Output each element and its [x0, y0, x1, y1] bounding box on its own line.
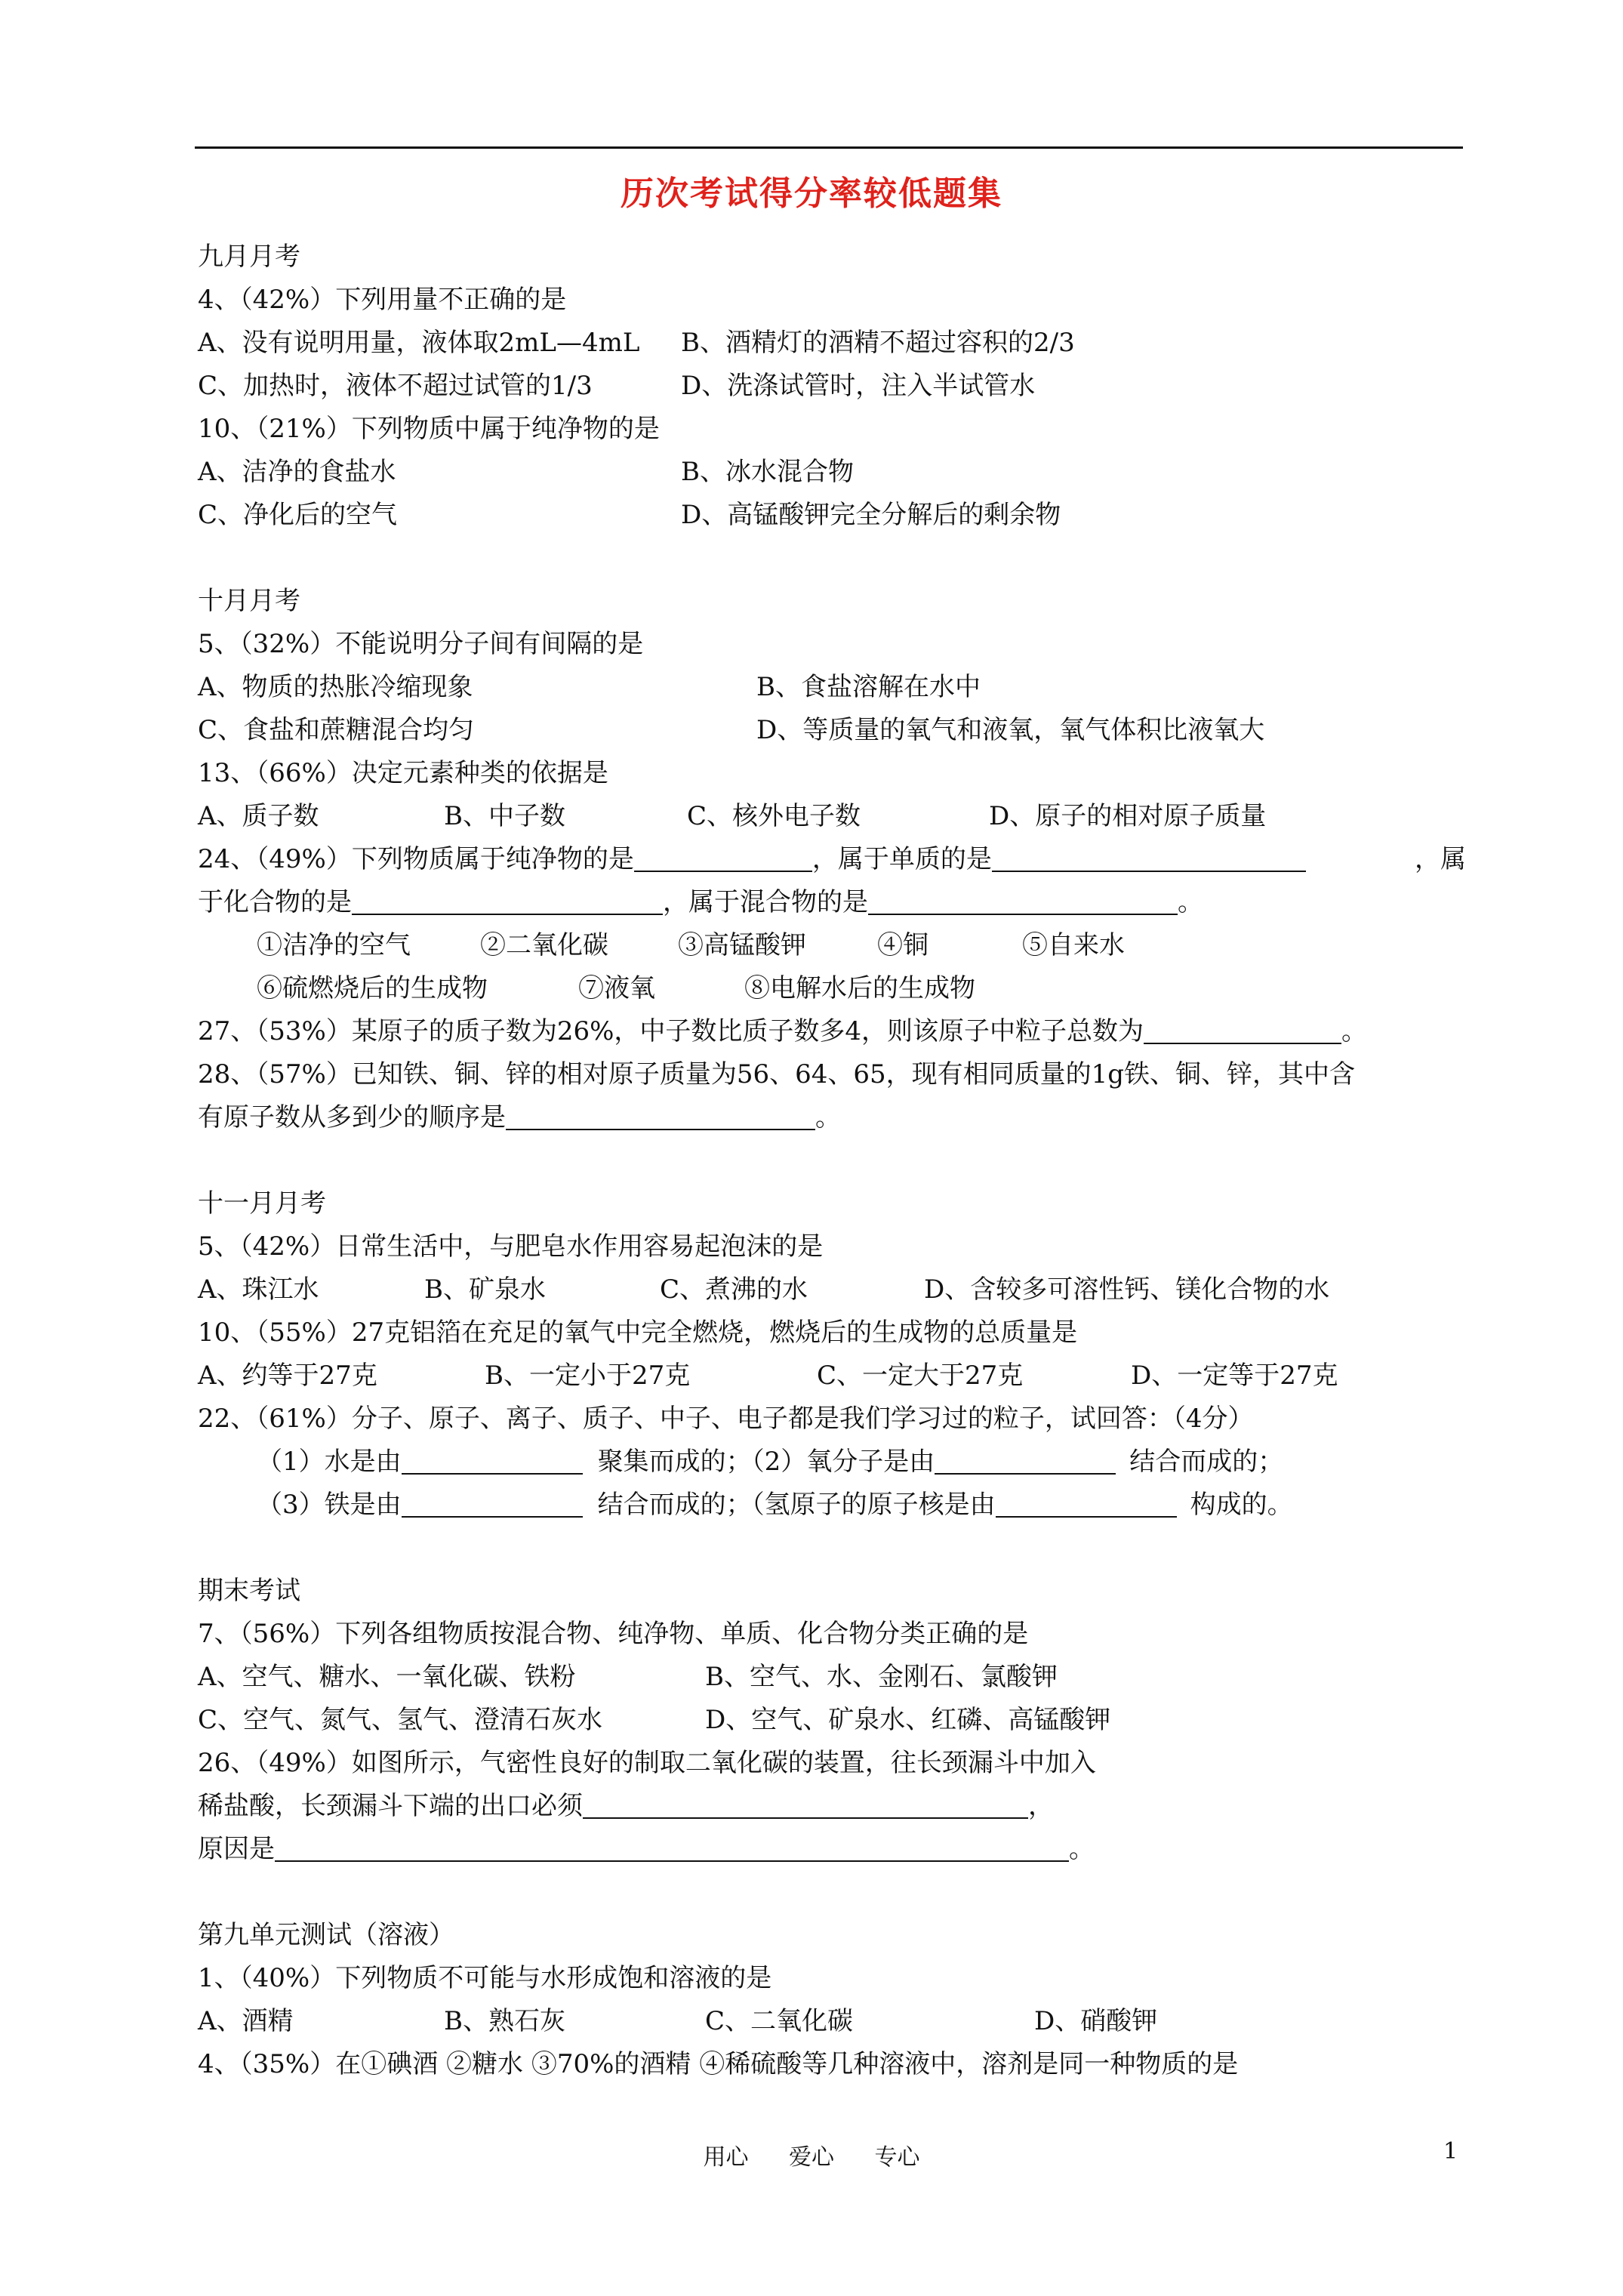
- option: D、一定等于27克: [1131, 1361, 1338, 1391]
- answer-blank[interactable]: [506, 1102, 815, 1130]
- question-text: 原因是: [198, 1834, 275, 1864]
- question-text: （3）铁是由: [257, 1490, 402, 1520]
- answer-blank[interactable]: [868, 886, 1178, 915]
- choice: ①洁净的空气: [257, 930, 411, 960]
- option: C、煮沸的水: [660, 1274, 808, 1305]
- footer-text: 专心: [874, 2144, 920, 2171]
- option: A、物质的热胀冷缩现象: [198, 672, 473, 702]
- footer-text: 用心: [703, 2144, 749, 2171]
- question: 4、（42%）下列用量不正确的是: [198, 285, 567, 315]
- question: 26、（49%）如图所示，气密性良好的制取二氧化碳的装置，往长颈漏斗中加入: [198, 1748, 1096, 1778]
- option: B、矿泉水: [424, 1274, 546, 1305]
- question: 7、（56%）下列各组物质按混合物、纯净物、单质、化合物分类正确的是: [198, 1619, 1029, 1649]
- section-heading: 期末考试: [198, 1576, 300, 1606]
- option: B、中子数: [444, 801, 565, 831]
- question: 5、（42%）日常生活中，与肥皂水作用容易起泡沫的是: [198, 1231, 824, 1262]
- question-text: 27、（53%）某原子的质子数为26%，中子数比质子数多4，则该原子中粒子总数为: [198, 1016, 1144, 1046]
- document-title: 历次考试得分率较低题集: [621, 174, 1002, 213]
- question-text: ，: [1028, 1791, 1054, 1821]
- question: 22、（61%）分子、原子、离子、质子、中子、电子都是我们学习过的粒子，试回答：（4分）: [198, 1404, 1254, 1434]
- question: [198, 1096, 1466, 1139]
- option: A、质子数: [198, 801, 319, 831]
- question: 28、（57%）已知铁、铜、锌的相对原子质量为56、64、65，现有相同质量的1g铁、铜、锌，其中含: [198, 1059, 1356, 1089]
- option: C、核外电子数: [687, 801, 861, 831]
- option-row: [198, 451, 1466, 494]
- answer-blank[interactable]: [1144, 1015, 1341, 1044]
- question-text: 。: [815, 1102, 841, 1133]
- page-footer: [0, 2138, 1623, 2171]
- option-row: [198, 1699, 1466, 1742]
- answer-blank[interactable]: [583, 1790, 1028, 1819]
- option: C、加热时，液体不超过试管的1/3: [198, 371, 593, 401]
- option: A、洁净的食盐水: [198, 457, 396, 487]
- option: C、食盐和蔗糖混合均匀: [198, 715, 475, 745]
- option: A、空气、糖水、一氧化碳、铁粉: [198, 1662, 576, 1692]
- option-row: [198, 1268, 1466, 1311]
- choice: ⑥硫燃烧后的生成物: [257, 973, 488, 1003]
- question-text: 构成的。: [1190, 1490, 1293, 1520]
- option: C、净化后的空气: [198, 500, 398, 530]
- choice: ②二氧化碳: [480, 930, 608, 960]
- question: 1、（40%）下列物质不可能与水形成饱和溶液的是: [198, 1963, 772, 1993]
- question-text: 。: [1341, 1016, 1368, 1046]
- section-heading: 九月月考: [198, 242, 300, 272]
- option: D、高锰酸钾完全分解后的剩余物: [681, 500, 1061, 530]
- question: [198, 881, 1466, 924]
- option-row: [198, 709, 1466, 752]
- choice-list: [198, 924, 1466, 967]
- section-heading: 第九单元测试（溶液）: [198, 1920, 454, 1950]
- answer-blank[interactable]: [352, 886, 663, 915]
- question-text: 。: [1178, 887, 1203, 917]
- answer-blank[interactable]: [634, 843, 812, 872]
- option-row: [198, 322, 1466, 365]
- question: 13、（66%）决定元素种类的依据是: [198, 758, 608, 788]
- choice: ⑤自来水: [1022, 930, 1125, 960]
- section-heading: 十月月考: [198, 586, 300, 616]
- section-heading: 十一月月考: [198, 1188, 326, 1219]
- option: C、一定大于27克: [817, 1361, 1024, 1391]
- choice: ⑧电解水后的生成物: [744, 973, 975, 1003]
- question-text: 聚集而成的；（2）氧分子是由: [597, 1447, 935, 1477]
- choice-list: [198, 967, 1466, 1010]
- choice: ⑦液氧: [578, 973, 655, 1003]
- question: 5、（32%）不能说明分子间有间隔的是: [198, 629, 644, 659]
- question: [198, 1828, 1466, 1871]
- answer-blank[interactable]: [275, 1833, 1069, 1862]
- answer-blank[interactable]: [996, 1489, 1177, 1518]
- option: B、一定小于27克: [485, 1361, 691, 1391]
- question: [198, 1441, 1466, 1484]
- question: 4、（35%）在①碘酒 ②糖水 ③70%的酒精 ④稀硫酸等几种溶液中，溶剂是同一种物质的是: [198, 2049, 1239, 2079]
- option: B、空气、水、金刚石、氯酸钾: [705, 1662, 1058, 1692]
- option: B、熟石灰: [444, 2006, 565, 2036]
- option-row: [198, 666, 1466, 709]
- choice: ③高锰酸钾: [678, 930, 806, 960]
- answer-blank[interactable]: [402, 1489, 583, 1518]
- page-number: 1: [1443, 2138, 1458, 2165]
- option-row: [198, 365, 1466, 408]
- option: D、硝酸钾: [1034, 2006, 1158, 2036]
- option: A、约等于27克: [198, 1361, 377, 1391]
- option-row: [198, 795, 1466, 838]
- option: D、原子的相对原子质量: [989, 801, 1267, 831]
- question-text: ，属: [1415, 844, 1466, 874]
- answer-blank[interactable]: [402, 1446, 583, 1475]
- question: 10、（21%）下列物质中属于纯净物的是: [198, 414, 660, 444]
- choice: ④铜: [877, 930, 929, 960]
- question-text: ，属于混合物的是: [663, 887, 868, 917]
- question: [198, 1484, 1466, 1527]
- question-text: 结合而成的；: [1129, 1447, 1284, 1477]
- option: A、珠江水: [198, 1274, 319, 1305]
- option: B、食盐溶解在水中: [756, 672, 981, 702]
- option: B、酒精灯的酒精不超过容积的2/3: [681, 328, 1075, 358]
- question: [198, 1010, 1466, 1053]
- header-rule: [195, 146, 1463, 149]
- footer-text: 爱心: [789, 2144, 834, 2171]
- question-text: 24、（49%）下列物质属于纯净物的是: [198, 844, 634, 874]
- question-text: ，属于单质的是: [812, 844, 992, 874]
- answer-blank[interactable]: [992, 843, 1306, 872]
- option: B、冰水混合物: [681, 457, 854, 487]
- option-row: [198, 1354, 1466, 1398]
- question-text: 结合而成的；（氢原子的原子核是由: [597, 1490, 996, 1520]
- question: [198, 838, 1466, 881]
- option-row: [198, 494, 1466, 537]
- option: C、空气、氮气、氢气、澄清石灰水: [198, 1705, 603, 1735]
- question: [198, 1785, 1466, 1828]
- option: D、洗涤试管时，注入半试管水: [681, 371, 1036, 401]
- option: D、等质量的氧气和液氧，氧气体积比液氧大: [756, 715, 1265, 745]
- question-text: 于化合物的是: [198, 887, 352, 917]
- question-text: 有原子数从多到少的顺序是: [198, 1102, 506, 1133]
- question-text: （1）水是由: [257, 1447, 402, 1477]
- option-row: [198, 2000, 1466, 2043]
- document-body: [198, 236, 1466, 2086]
- option: A、没有说明用量，液体取2mL—4mL: [198, 328, 640, 358]
- question: 10、（55%）27克铝箔在充足的氧气中完全燃烧，燃烧后的生成物的总质量是: [198, 1318, 1078, 1348]
- question-text: 稀盐酸，长颈漏斗下端的出口必须: [198, 1791, 583, 1821]
- option: C、二氧化碳: [705, 2006, 854, 2036]
- option: D、空气、矿泉水、红磷、高锰酸钾: [705, 1705, 1111, 1735]
- option: A、酒精: [198, 2006, 294, 2036]
- question-text: 。: [1069, 1834, 1095, 1864]
- answer-blank[interactable]: [935, 1446, 1116, 1475]
- option: D、含较多可溶性钙、镁化合物的水: [924, 1274, 1330, 1305]
- option-row: [198, 1656, 1466, 1699]
